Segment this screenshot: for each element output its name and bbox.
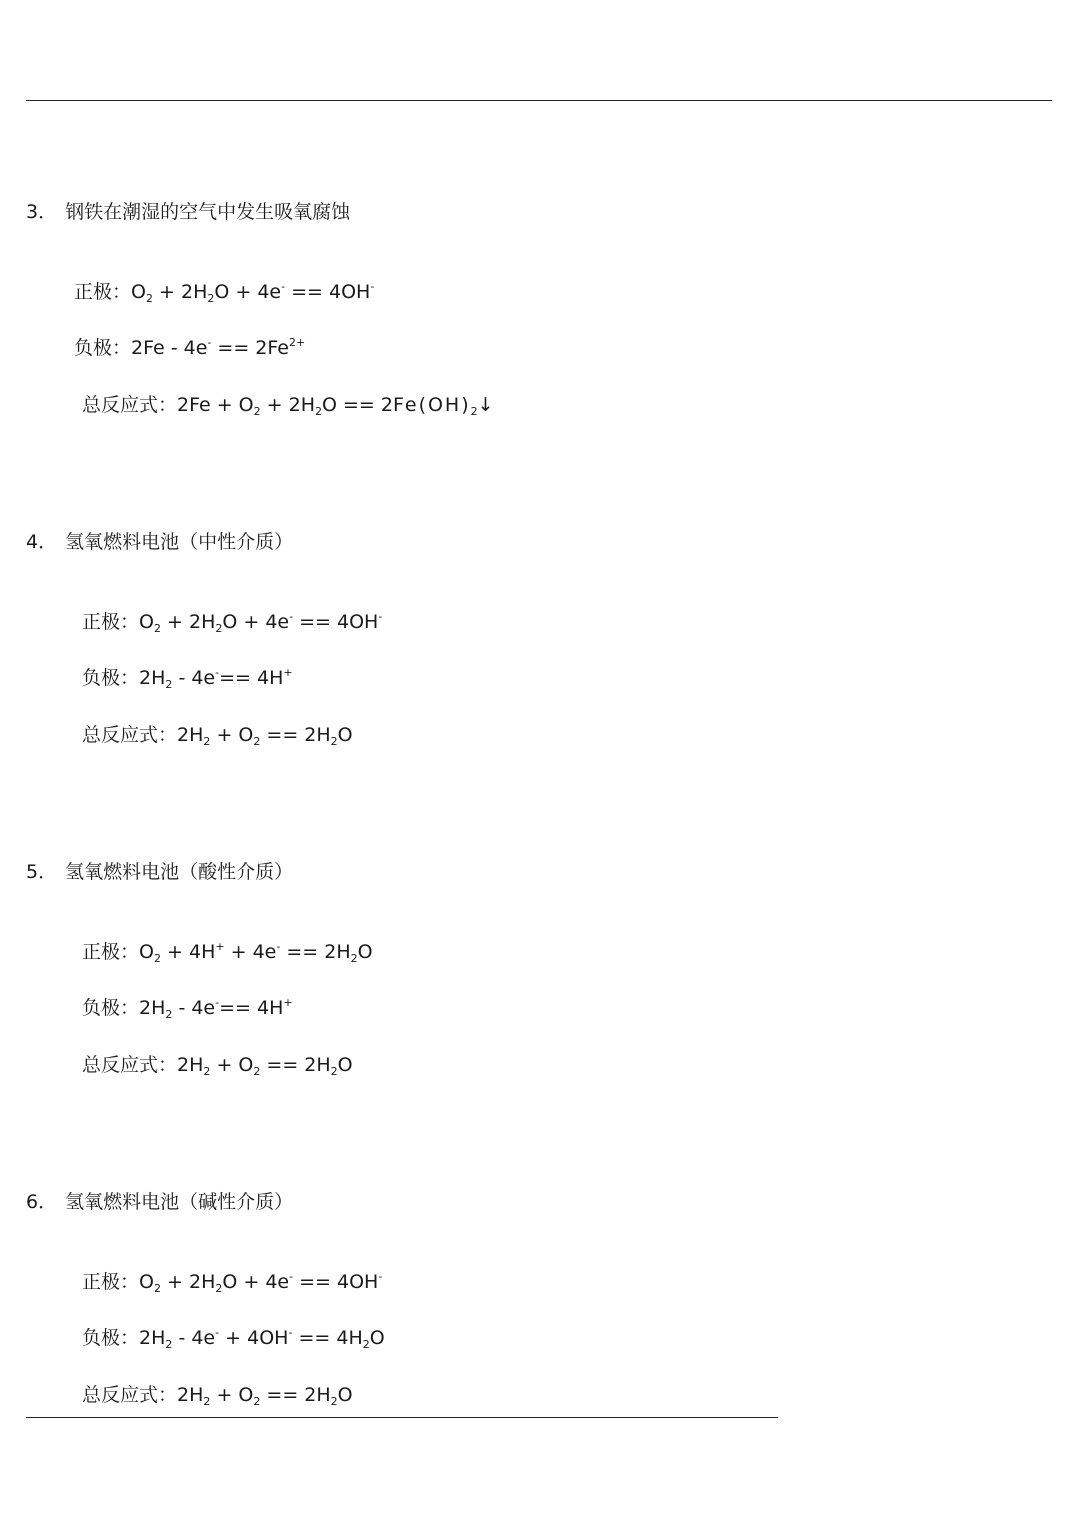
total-reaction-equation bbox=[82, 393, 494, 417]
equation-label: 正极： bbox=[82, 941, 140, 963]
bottom-rule bbox=[26, 1417, 778, 1418]
equation-formula: $O_2 + 2H_2O + 4e^- == 4OH^-$ bbox=[139, 1270, 383, 1295]
equation-label: 正极： bbox=[82, 1271, 140, 1293]
section-heading-4 bbox=[26, 530, 293, 554]
total-reaction-equation bbox=[82, 723, 353, 747]
positive-electrode-equation bbox=[82, 610, 382, 634]
total-reaction-equation bbox=[82, 1383, 353, 1407]
negative-electrode-equation bbox=[82, 996, 293, 1020]
section-title: 氢氧燃料电池（酸性介质） bbox=[65, 861, 294, 883]
equation-formula: $2Fe + O_2 + 2H_2O$ == $2Fe(OH)_2↓$ bbox=[177, 394, 494, 418]
equation-formula: $2H_2 - 4e^-== 4H^+$ bbox=[139, 996, 293, 1021]
equation-label: 总反应式： bbox=[82, 1384, 178, 1406]
negative-electrode-equation bbox=[74, 336, 305, 360]
equation-formula: $2H_2 + O_2 == 2H_2O$ bbox=[177, 724, 353, 748]
equation-label: 正极： bbox=[82, 611, 140, 633]
negative-electrode-equation bbox=[82, 666, 293, 690]
equation-label: 正极： bbox=[74, 281, 132, 303]
equation-formula: $O_2 + 4H^+ + 4e^- == 2H_2O$ bbox=[139, 940, 373, 965]
section-number: 4． bbox=[26, 531, 58, 553]
section-heading-5 bbox=[26, 860, 293, 884]
section-number: 3． bbox=[26, 201, 58, 223]
equation-formula: $2H_2 - 4e^- + 4OH^- == 4H_2O$ bbox=[139, 1326, 385, 1351]
equation-formula: $2H_2 + O_2 == 2H_2O$ bbox=[177, 1054, 353, 1078]
positive-electrode-equation bbox=[74, 280, 374, 304]
positive-electrode-equation bbox=[82, 940, 373, 964]
section-title: 钢铁在潮湿的空气中发生吸氧腐蚀 bbox=[65, 201, 351, 223]
equation-label: 负极： bbox=[74, 337, 132, 359]
negative-electrode-equation bbox=[82, 1326, 385, 1350]
precipitate-arrow: ↓ bbox=[477, 394, 494, 416]
total-reaction-equation bbox=[82, 1053, 353, 1077]
equation-label: 总反应式： bbox=[82, 724, 178, 746]
section-heading-3 bbox=[26, 200, 350, 224]
section-number: 6． bbox=[26, 1191, 58, 1213]
section-title: 氢氧燃料电池（中性介质） bbox=[65, 531, 294, 553]
equation-label: 负极： bbox=[82, 997, 140, 1019]
positive-electrode-equation bbox=[82, 1270, 382, 1294]
equation-label: 负极： bbox=[82, 667, 140, 689]
equation-label: 总反应式： bbox=[82, 394, 178, 416]
section-title: 氢氧燃料电池（碱性介质） bbox=[65, 1191, 294, 1213]
equation-label: 总反应式： bbox=[82, 1054, 178, 1076]
equation-formula: $O_2 + 2H_2O + 4e^- == 4OH^-$ bbox=[139, 610, 383, 635]
equation-formula: $2Fe - 4e^- == 2Fe^{2+}$ bbox=[131, 336, 306, 359]
equation-label: 负极： bbox=[82, 1327, 140, 1349]
equation-formula: $2H_2 + O_2 == 2H_2O$ bbox=[177, 1384, 353, 1408]
equation-formula: $O_2 + 2H_2O + 4e^- == 4OH^-$ bbox=[131, 280, 375, 305]
top-rule bbox=[26, 100, 1052, 101]
section-heading-6 bbox=[26, 1190, 293, 1214]
equation-formula: $2H_2 - 4e^-== 4H^+$ bbox=[139, 666, 293, 691]
section-number: 5． bbox=[26, 861, 58, 883]
